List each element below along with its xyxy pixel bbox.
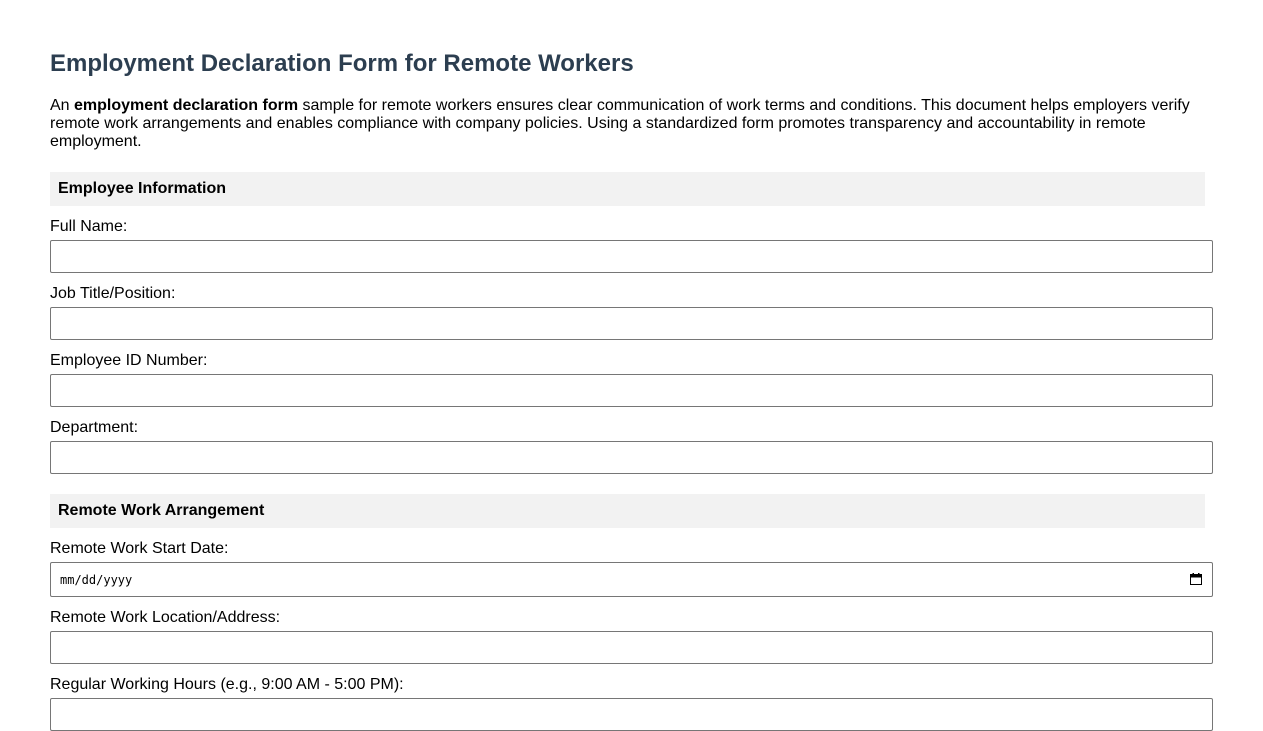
employee-id-label: Employee ID Number:: [50, 352, 208, 369]
working-hours-label: Regular Working Hours (e.g., 9:00 AM - 5:00 PM):: [50, 676, 404, 693]
location-label: Remote Work Location/Address:: [50, 609, 281, 626]
calendar-icon[interactable]: [1190, 573, 1202, 585]
job-title-input[interactable]: [50, 307, 1213, 340]
employee-id-input[interactable]: [50, 374, 1213, 407]
job-title-label: Job Title/Position:: [50, 285, 176, 302]
department-input[interactable]: [50, 441, 1213, 474]
date-placeholder: mm/dd/yyyy: [60, 573, 133, 587]
section-employee-information: Employee Information: [50, 172, 1205, 206]
location-input[interactable]: [50, 631, 1213, 664]
full-name-label: Full Name:: [50, 218, 128, 235]
full-name-input[interactable]: [50, 240, 1213, 273]
intro-paragraph: [50, 97, 1213, 151]
section-remote-work-arrangement: Remote Work Arrangement: [50, 494, 1205, 528]
intro-prefix: An: [50, 97, 75, 114]
intro-bold: employment declaration form: [74, 97, 299, 114]
page-title: Employment Declaration Form for Remote Workers: [50, 50, 634, 77]
department-label: Department:: [50, 419, 139, 436]
working-hours-input[interactable]: [50, 698, 1213, 731]
start-date-label: Remote Work Start Date:: [50, 540, 229, 557]
intro-suffix: sample for remote workers ensures clear communication of work terms and conditions. This document helps employers verify remote work arrangements and enables compliance with company policies. Using a standardized form promotes transparency and accountability in remote employment.: [50, 97, 1190, 150]
start-date-input[interactable]: [50, 562, 1213, 597]
